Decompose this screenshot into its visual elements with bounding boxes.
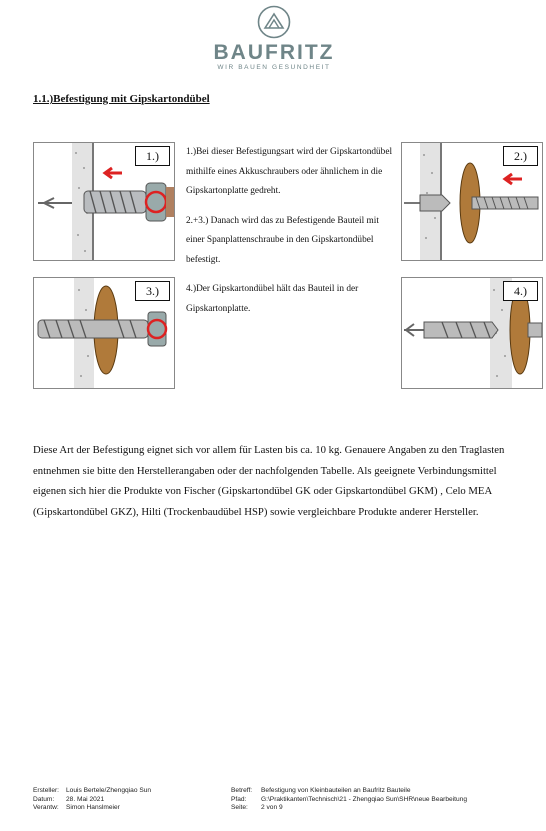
step-text-4: 4.)Der Gipskartondübel hält das Bauteil in der Gipskartonplatte. [186,284,359,314]
footer-date: Datum: 28. Mai 2021 [33,795,105,803]
section-heading: 1.1.)Befestigung mit Gipskartondübel [33,93,210,105]
figure-label-2: 2.) [503,146,538,166]
step-text-2-3: 2.+3.) Danach wird das zu Befestigende Bauteil mit einer Spanplattenschraube in den Gipskartondübel befestigt. [186,215,379,265]
footer-path: Pfad: G:\Praktikanten\Technisch\21 - Zhengqiao Sun\SHR\neue Bearbeitung [231,795,467,803]
footer-responsible: Verantw: Simon Hanslmeier [33,804,120,812]
step-text-1: 1.)Bei dieser Befestigungsart wird der Gipskartondübel mithilfe eines Akkuschraubers oder ähnlichem in die Gipskartonplatte gedreht. [186,147,393,196]
footer-author: Ersteller: Louis Bertele/Zhengqiao Sun [33,787,152,794]
figure-step-1 [33,142,175,261]
footer-subject: Betreff: Befestigung von Kleinbauteilen an Baufritz Bauteile [231,787,411,794]
logo-tagline: WIR BAUEN GESUNDHEIT [217,64,331,71]
figure-label-1: 1.) [135,146,170,166]
figure-label-4: 4.) [503,281,538,301]
body-paragraph: Diese Art der Befestigung eignet sich vor allem für Lasten bis ca. 10 kg. Genauere Angaben zu den Traglasten entnehmen sie bitte den Herstellerangaben oder der nachfolgenden Tabelle. Als geeignete Verbindungsmittel eigenen sich hier die Produkte von Fischer (Gipskartondübel GK oder Gipskartondübel GKM) , Celo MEA (Gipskartondübel GKZ), Hilti (Trockenbaudübel HSP) sowie vergleichbare Produkte anderer Hersteller. [33,444,505,518]
baufritz-emblem-icon [257,5,291,39]
footer-page: Seite: 2 von 9 [231,804,283,812]
figure-step-4 [401,277,543,389]
footer-left [33,787,151,813]
figure-step-2 [401,142,543,261]
footer-right [231,787,467,813]
baufritz-logo [209,5,339,75]
figure-label-3: 3.) [135,281,170,301]
logo-brand-text: BAUFRITZ [213,41,335,64]
step-descriptions [186,143,398,329]
figure-step-3 [33,277,175,389]
